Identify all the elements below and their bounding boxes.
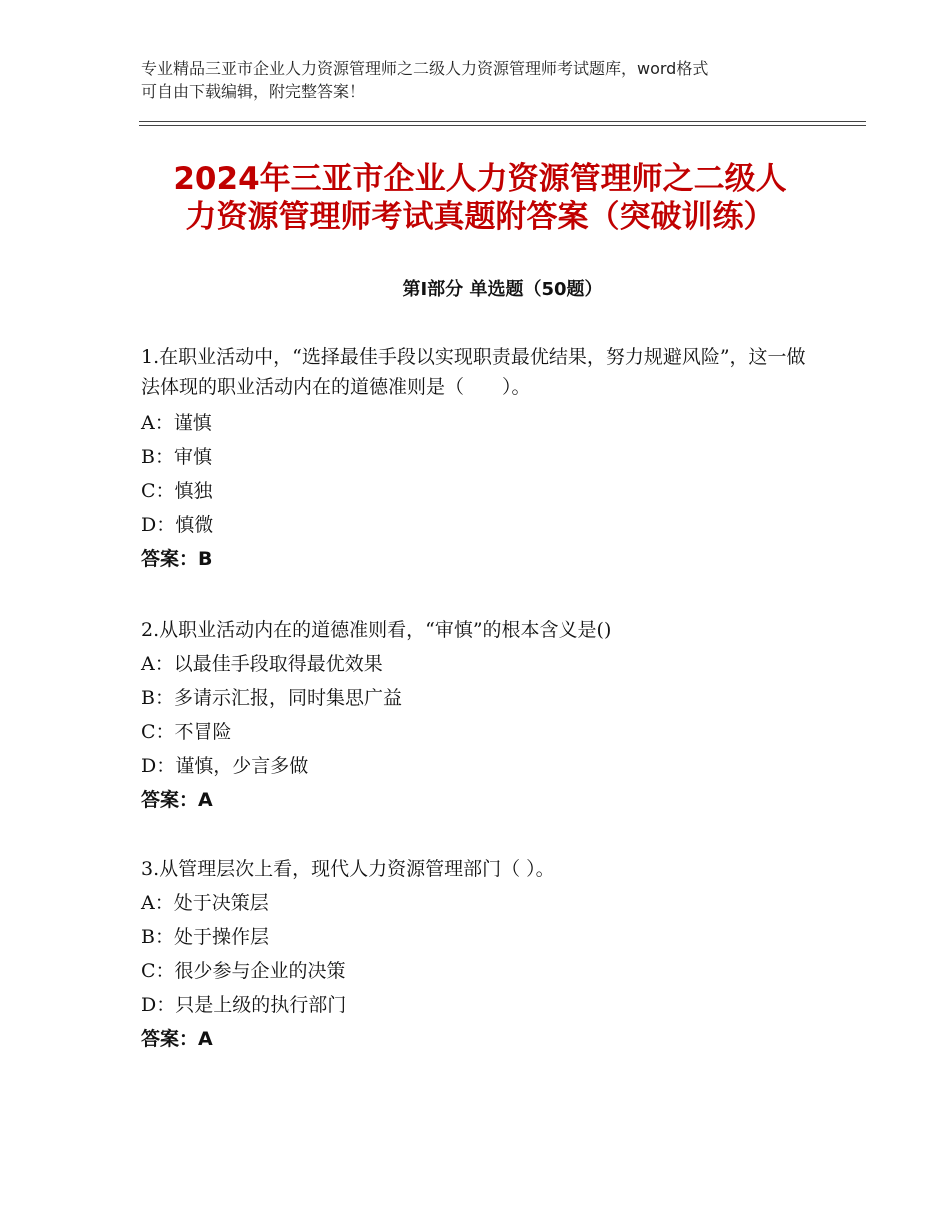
answer: 答案：A [141, 789, 213, 811]
option-c: C：慎独 [141, 480, 213, 502]
section-heading: 第Ⅰ部分 单选题（50题） [402, 279, 603, 300]
question-stem: 2.从职业活动内在的道德准则看，“审慎”的根本含义是() [141, 619, 612, 641]
question-stem: 3.从管理层次上看，现代人力资源管理部门（ ）。 [141, 858, 555, 880]
header-note-line1: 专业精品三亚市企业人力资源管理师之二级人力资源管理师考试题库，word格式 [141, 59, 709, 78]
option-b: B：处于操作层 [141, 926, 269, 948]
option-a: A：以最佳手段取得最优效果 [141, 653, 383, 675]
document-title-line1: 2024年三亚市企业人力资源管理师之二级人 [173, 161, 787, 197]
question-2 [141, 615, 821, 817]
option-a: A：谨慎 [141, 412, 212, 434]
option-c: C：很少参与企业的决策 [141, 960, 346, 982]
header-divider-thin [139, 125, 866, 126]
answer: 答案：B [141, 548, 213, 570]
document-title [140, 160, 820, 236]
option-d: D：谨慎，少言多做 [141, 755, 309, 777]
document-title-line2: 力资源管理师考试真题附答案（突破训练） [185, 199, 775, 235]
header-note-line2: 可自由下载编辑，附完整答案！ [141, 82, 366, 101]
header-divider [139, 121, 866, 122]
question-stem: 1.在职业活动中，“选择最佳手段以实现职责最优结果，努力规避风险”，这一做法体现的职业活动内在的道德准则是（ ）。 [141, 346, 806, 398]
question-1 [141, 342, 821, 576]
header-note [141, 57, 821, 103]
answer: 答案：A [141, 1028, 213, 1050]
option-a: A：处于决策层 [141, 892, 269, 914]
question-3 [141, 854, 821, 1056]
option-d: D：慎微 [141, 514, 214, 536]
option-d: D：只是上级的执行部门 [141, 994, 347, 1016]
option-b: B：多请示汇报，同时集思广益 [141, 687, 402, 709]
option-b: B：审慎 [141, 446, 212, 468]
option-c: C：不冒险 [141, 721, 232, 743]
